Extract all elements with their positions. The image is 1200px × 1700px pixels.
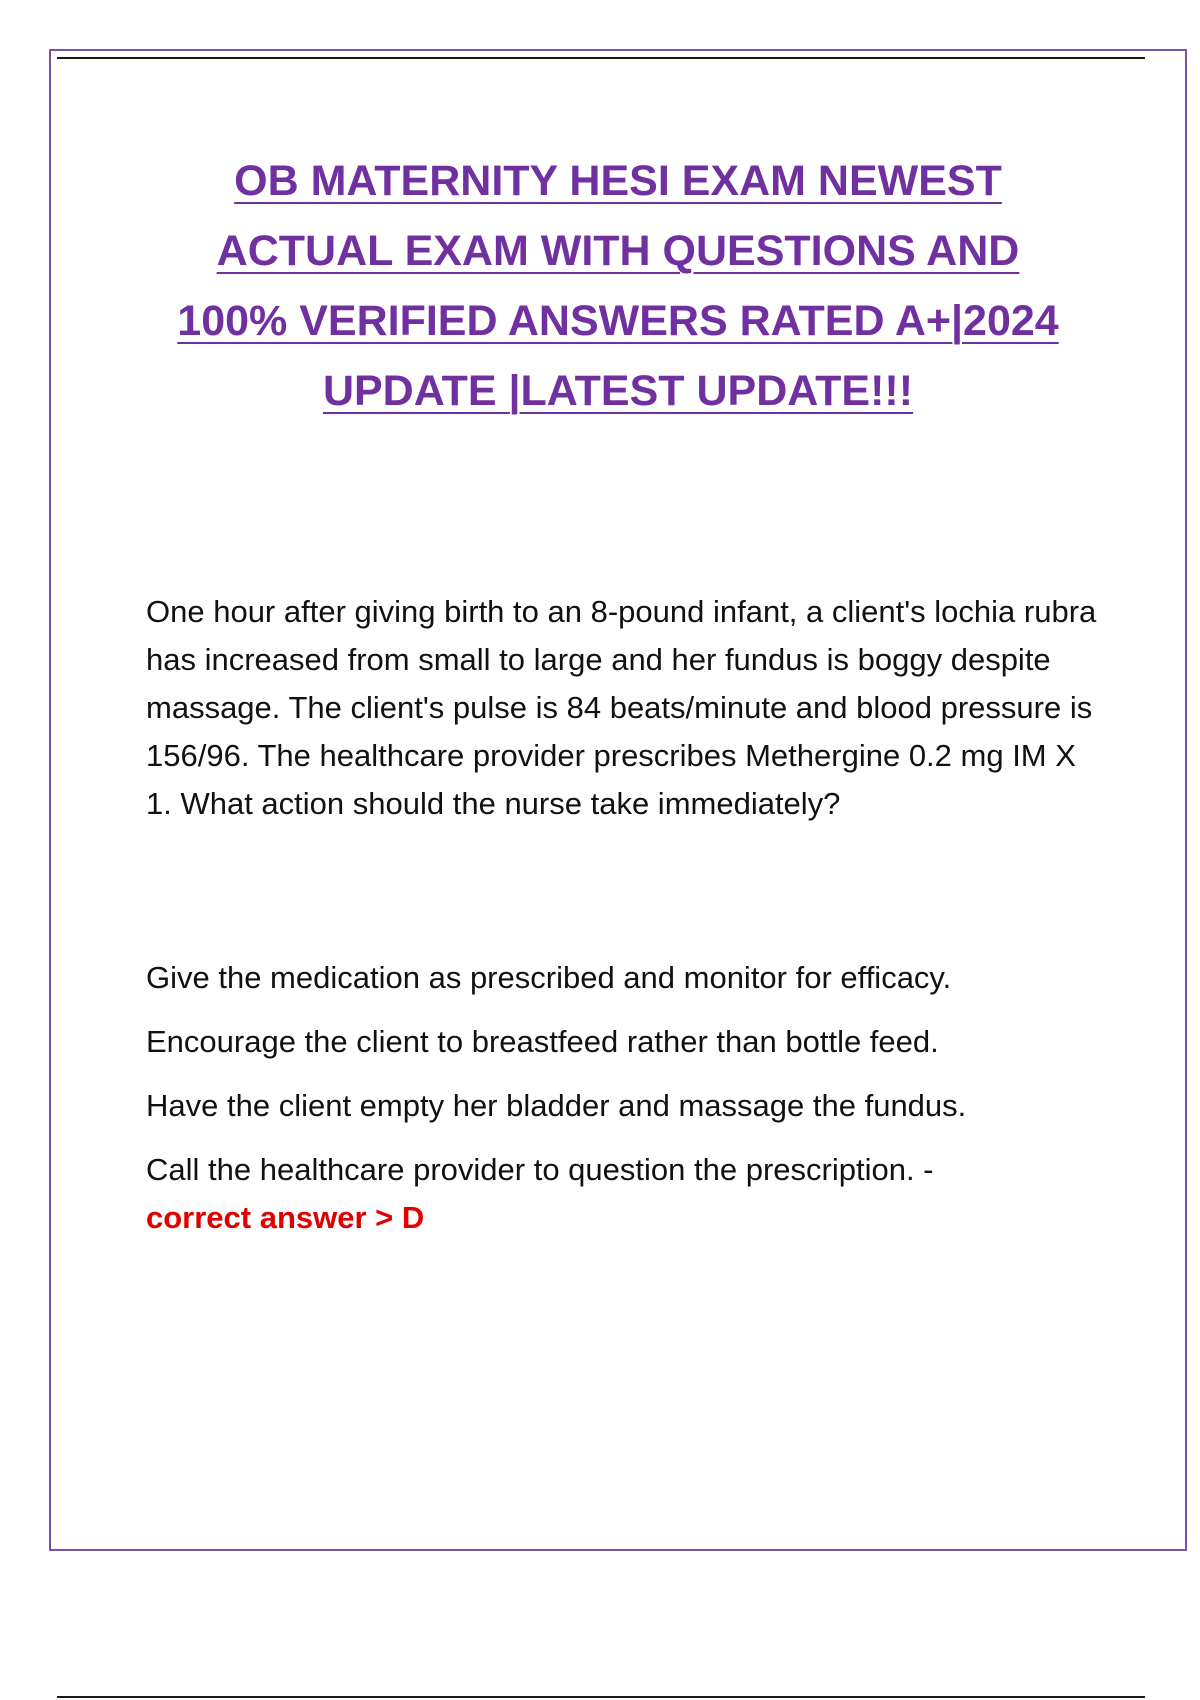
correct-answer-label: correct answer > D [146,1200,425,1235]
top-rule [57,57,1145,59]
option-b: Encourage the client to breastfeed rather than bottle feed. [146,1024,939,1059]
title-line: ACTUAL EXAM WITH QUESTIONS AND [216,227,1020,275]
option-d-text: Call the healthcare provider to question the prescription. - [146,1152,934,1187]
document-title [100,146,1136,426]
title-line: 100% VERIFIED ANSWERS RATED A+|2024 [177,297,1059,345]
title-line: UPDATE |LATEST UPDATE!!! [322,367,914,415]
title-line: OB MATERNITY HESI EXAM NEWEST [234,157,1002,205]
bottom-rule [57,1696,1145,1698]
option-d [146,1146,1106,1242]
option-c: Have the client empty her bladder and massage the fundus. [146,1088,967,1123]
answer-options [146,954,1106,1258]
option-a: Give the medication as prescribed and monitor for efficacy. [146,960,952,995]
question-text: One hour after giving birth to an 8-pound infant, a client's lochia rubra has increased from small to large and her fundus is boggy despite massage. The client's pulse is 84 beats/minute and blood pressure is 156/96. The healthcare provider prescribes Methergine 0.2 mg IM X 1. What action should the nurse take immediately? [146,594,1097,821]
